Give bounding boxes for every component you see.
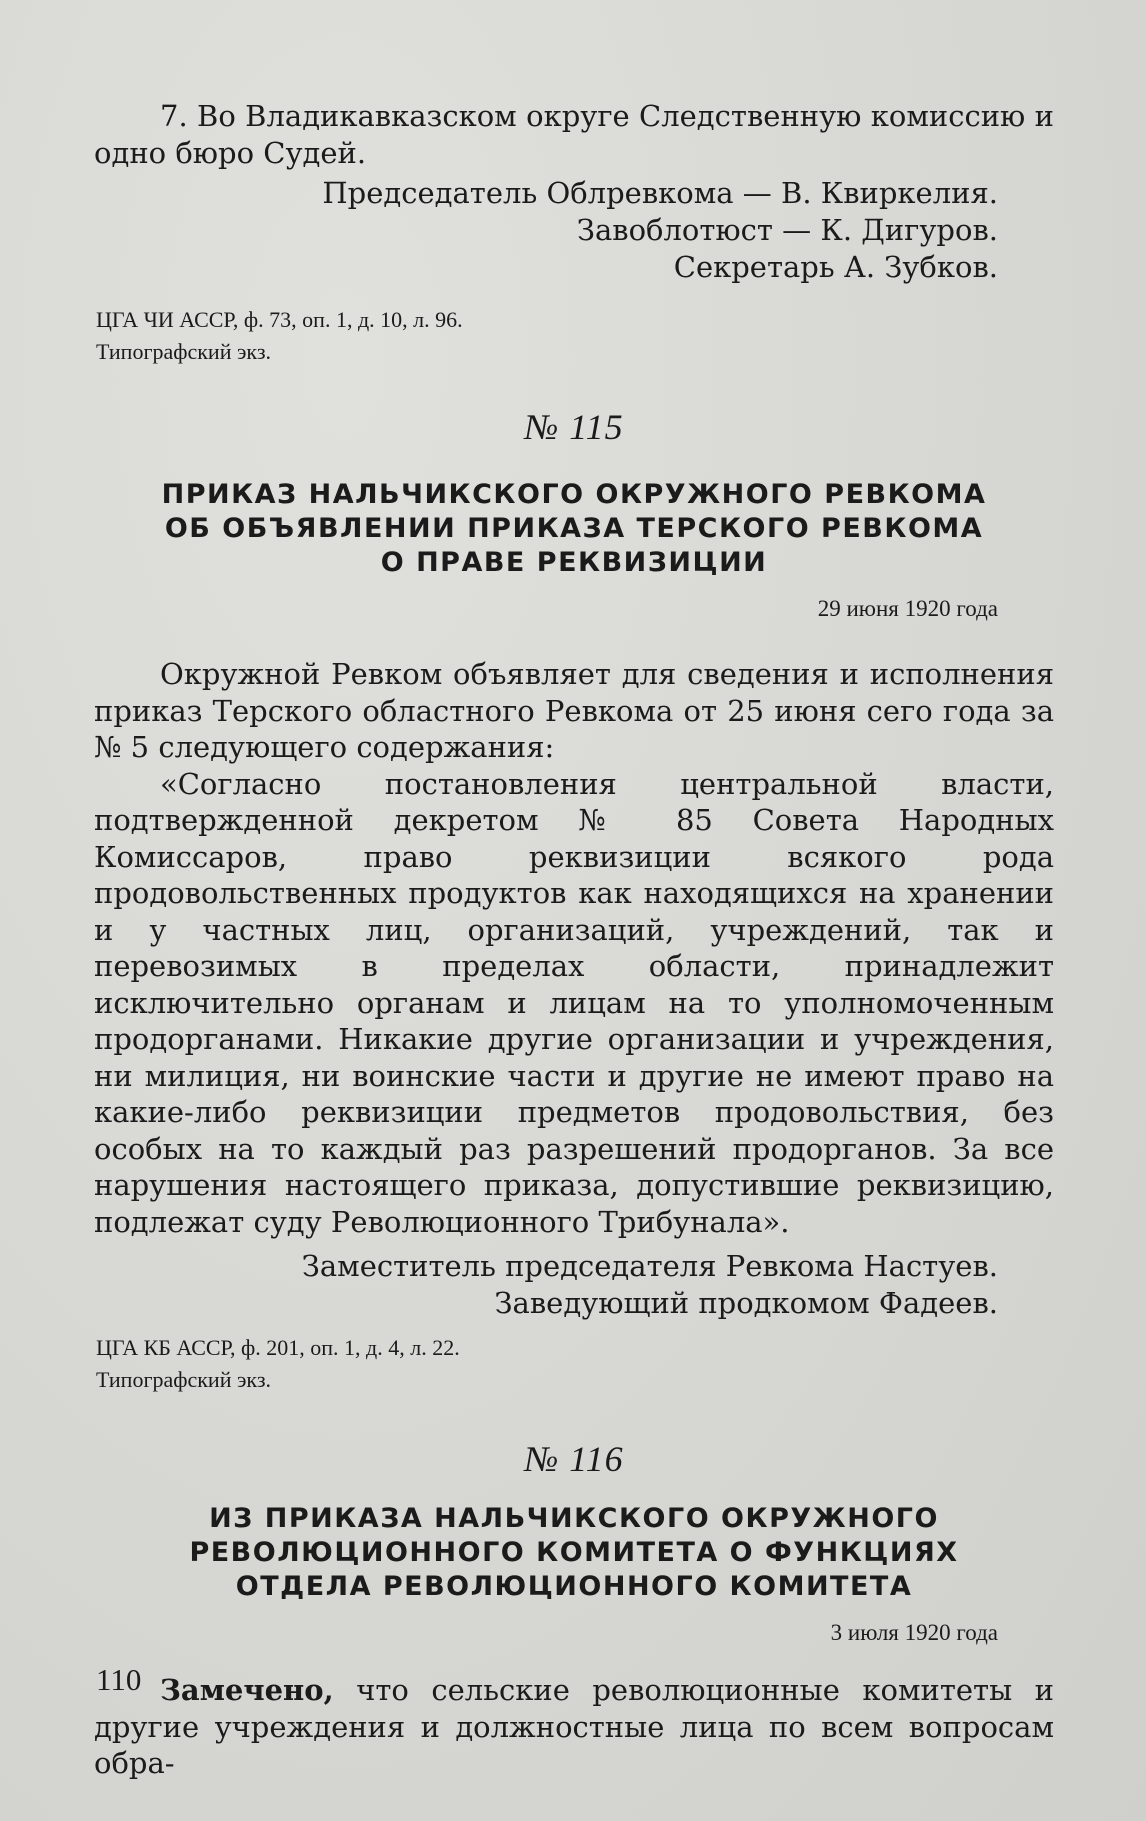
doc115-paragraph-2: «Согласно постановления центральной власти, подтвержденной декретом № 85 Совета Народных Комиссаров, право реквизиции всякого рода продовольственных продуктов как находящихся на хранении и у частных лиц, организаций, учреждений, так и перевозимых в пределах области, принадлежит исключительно органам и лицам на то уполномоченным продорганами. Никакие другие организации и учреждения, ни милиция, ни воинские части и другие не имеют право на какие-либо реквизиции предметов продовольствия, без особых на то каждый раз разрешений продорганов. За все нарушения настоящего приказа, допустившие реквизицию, подлежат суду Революционного Трибунала». xyxy=(94,766,1054,1239)
top-archive-ref: ЦГА ЧИ АССР, ф. 73, оп. 1, д. 10, л. 96. xyxy=(96,307,463,332)
doc116-title-line: ОТДЕЛА РЕВОЛЮЦИОННОГО КОМИТЕТА xyxy=(235,1571,913,1602)
top-signature-justice: Завоблотюст — К. Дигуров. xyxy=(576,213,998,247)
top-copy-type: Типографский экз. xyxy=(96,339,272,364)
doc115-signature-prodkom: Заведующий продкомом Фадеев. xyxy=(494,1286,998,1320)
doc115-signature-deputy: Заместитель председателя Ревкома Настуев. xyxy=(301,1249,998,1283)
doc116-title-line: ИЗ ПРИКАЗА НАЛЬЧИКСКОГО ОКРУЖНОГО xyxy=(209,1503,939,1534)
doc115-title-line: ПРИКАЗ НАЛЬЧИКСКОГО ОКРУЖНОГО РЕВКОМА xyxy=(161,479,987,510)
doc115-archive-ref: ЦГА КБ АССР, ф. 201, оп. 1, д. 4, л. 22. xyxy=(96,1335,460,1360)
doc115-title-line: О ПРАВЕ РЕКВИЗИЦИИ xyxy=(380,547,768,578)
doc116-title-line: РЕВОЛЮЦИОННОГО КОМИТЕТА О ФУНКЦИЯХ xyxy=(189,1537,959,1568)
doc116-lead-word: Замечено, xyxy=(160,1673,334,1707)
top-signature-secretary: Секретарь А. Зубков. xyxy=(673,250,998,284)
doc115-title xyxy=(94,478,1054,580)
doc115-copy-type: Типографский экз. xyxy=(96,1367,272,1392)
doc115-date: 29 июня 1920 года xyxy=(817,596,998,621)
top-paragraph: 7. Во Владикавказском округе Следственную комиссию и одно бюро Судей. xyxy=(94,99,1054,170)
top-signature-chairman: Председатель Облревкома — В. Квиркелия. xyxy=(322,176,998,210)
doc115-title-line: ОБ ОБЪЯВЛЕНИИ ПРИКАЗА ТЕРСКОГО РЕВКОМА xyxy=(164,513,984,544)
doc116-title xyxy=(94,1502,1054,1604)
document-page xyxy=(94,98,1054,1782)
doc115-paragraph-1: Окружной Ревком объявляет для сведения и исполнения приказ Терского областного Ревкома от 25 июня сего года за № 5 следующего содержания: xyxy=(94,657,1054,764)
doc116-number: № 116 xyxy=(524,1439,624,1479)
doc116-date: 3 июля 1920 года xyxy=(830,1620,998,1645)
doc116-paragraph xyxy=(94,1672,1054,1782)
doc116-paragraph-text: что сельские революционные комитеты и другие учреждения и должностные лица по всем вопросам обра- xyxy=(94,1673,1054,1780)
doc115-number: № 115 xyxy=(524,407,624,447)
page-number: 110 xyxy=(96,1662,142,1697)
